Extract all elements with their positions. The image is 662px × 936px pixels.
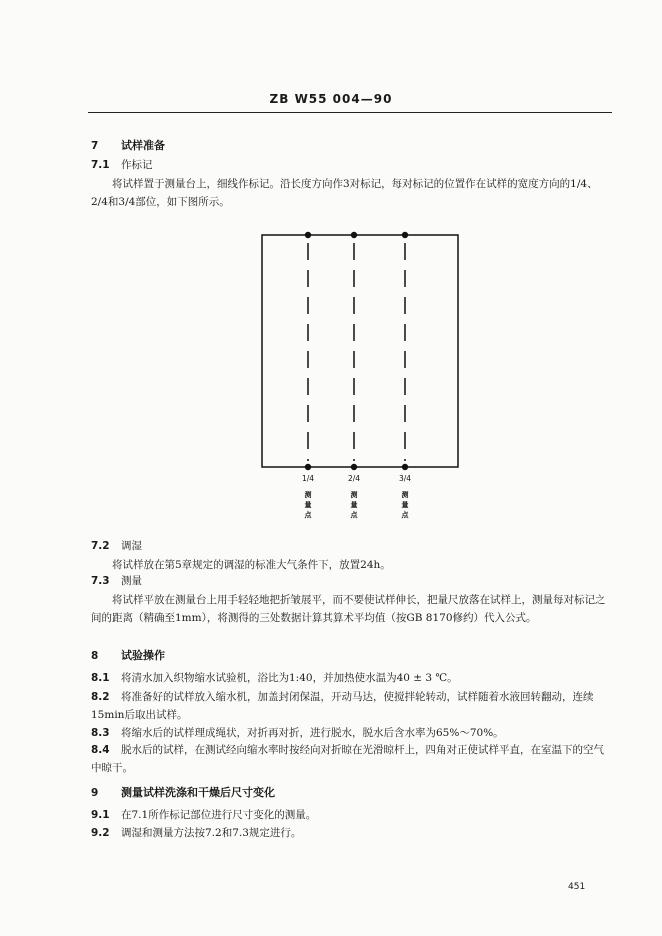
section-8-number: 8 xyxy=(91,650,99,662)
item-9-2-number: 9.2 xyxy=(91,827,110,839)
subsection-7-1-text: 将试样置于测量台上，细线作标记。沿长度方向作3对标记，每对标记的位置作在试样的宽度方向的1/4、2/4和3/4部位，如下图所示。 xyxy=(91,178,598,208)
item-8-3 xyxy=(91,724,613,742)
item-8-2 xyxy=(91,688,613,724)
subsection-7-2-heading xyxy=(91,537,142,556)
mark-point-bottom-1 xyxy=(305,464,311,470)
item-8-2-text: 将准备好的试样放入缩水机，加盖封闭保温，开动马达，使搅拌轮转动，试样随着水液回转翻动，连续15min后取出试样。 xyxy=(91,691,594,721)
specimen-outline xyxy=(262,235,458,467)
item-8-1-number: 8.1 xyxy=(91,672,110,684)
point-caption-2-c: 点 xyxy=(350,511,358,519)
section-7-title: 试样准备 xyxy=(121,139,165,152)
point-caption-2-a: 测 xyxy=(350,491,358,499)
section-9-number: 9 xyxy=(91,787,99,799)
item-8-4 xyxy=(91,741,613,777)
subsection-7-3-text: 将试样平放在测量台上用手轻轻地把折皱展平，而不要使试样伸长，把量尺放落在试样上，测量每对标记之间的距离（精确至1mm），将测得的三处数据计算其算术平均值（按GB 8170修约）代入公式。 xyxy=(91,594,606,624)
section-8-heading xyxy=(91,647,165,663)
item-8-3-number: 8.3 xyxy=(91,727,110,739)
subsection-7-2-number: 7.2 xyxy=(91,540,110,552)
point-caption-1-c: 点 xyxy=(304,511,312,519)
point-caption-3-b: 量 xyxy=(401,501,409,509)
section-9-heading xyxy=(91,784,275,800)
point-caption-2-b: 量 xyxy=(350,501,358,509)
subsection-7-1-title: 作标记 xyxy=(121,159,153,171)
point-caption-3-a: 测 xyxy=(401,491,409,499)
item-8-4-text: 脱水后的试样，在测试经向缩水率时按经向对折晾在光滑晾杆上，四角对正使试样平直，在室温下的空气中晾干。 xyxy=(91,744,604,774)
mark-point-top-3 xyxy=(402,232,408,238)
item-9-1-number: 9.1 xyxy=(91,809,110,821)
marking-diagram xyxy=(250,225,480,525)
subsection-7-2-text: 将试样放在第5章规定的调湿的标准大气条件下，放置24h。 xyxy=(112,559,391,571)
section-9-title: 测量试样洗涤和干燥后尺寸变化 xyxy=(121,786,275,799)
subsection-7-3-title: 测量 xyxy=(121,575,142,587)
subsection-7-1-number: 7.1 xyxy=(91,159,110,171)
mark-label-1: 1/4 xyxy=(301,474,315,483)
item-9-1 xyxy=(91,806,613,824)
item-8-2-number: 8.2 xyxy=(91,691,110,703)
point-caption-1-a: 测 xyxy=(304,491,312,499)
point-caption-1-b: 量 xyxy=(304,501,312,509)
mark-point-top-2 xyxy=(351,232,357,238)
mark-label-2: 2/4 xyxy=(347,474,361,483)
mark-label-3: 3/4 xyxy=(398,474,412,483)
doc-header-code: ZB W55 004—90 xyxy=(269,92,393,106)
mark-point-top-1 xyxy=(305,232,311,238)
item-8-3-text: 将缩水后的试样理成绳状，对折再对折，进行脱水，脱水后含水率为65%～70%。 xyxy=(121,727,504,739)
section-7-number: 7 xyxy=(91,140,99,152)
item-9-1-text: 在7.1所作标记部位进行尺寸变化的测量。 xyxy=(121,809,317,821)
subsection-7-3-heading xyxy=(91,572,142,591)
item-8-4-number: 8.4 xyxy=(91,744,110,756)
item-9-2 xyxy=(91,824,613,842)
item-9-2-text: 调湿和测量方法按7.2和7.3规定进行。 xyxy=(121,827,302,839)
mark-point-bottom-3 xyxy=(402,464,408,470)
item-8-1 xyxy=(91,669,613,687)
item-8-1-text: 将清水加入织物缩水试验机，浴比为1:40，并加热使水温为40 ± 3 ℃。 xyxy=(121,672,458,684)
section-8-title: 试验操作 xyxy=(121,649,165,662)
header-rule xyxy=(88,112,612,113)
subsection-7-1-heading xyxy=(91,156,153,175)
section-7-heading xyxy=(91,137,165,153)
subsection-7-3-number: 7.3 xyxy=(91,575,110,587)
subsection-7-2-title: 调湿 xyxy=(121,540,142,552)
point-caption-3-c: 点 xyxy=(401,511,409,519)
page-number: 451 xyxy=(568,882,586,892)
mark-point-bottom-2 xyxy=(351,464,357,470)
